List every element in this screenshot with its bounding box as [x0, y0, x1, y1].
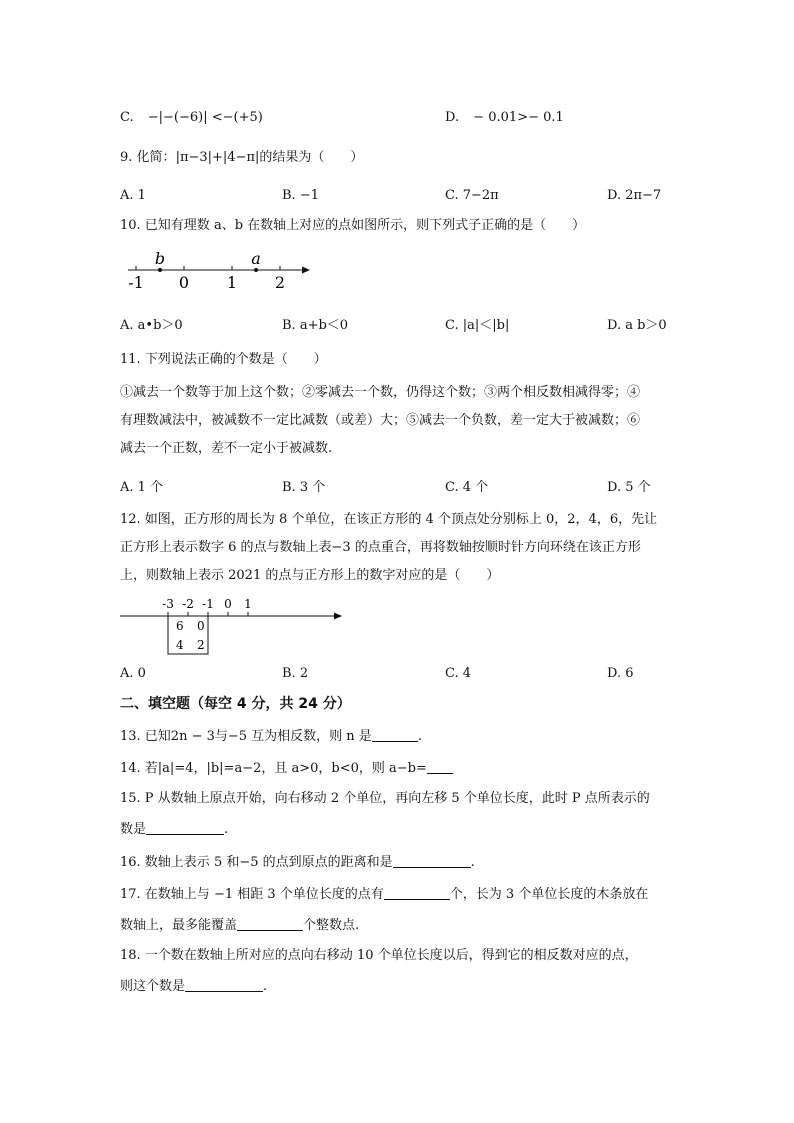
q10-tick-label: 0 — [178, 273, 190, 292]
q17-line1-post: 个，长为 3 个单位长度的木条放在 — [449, 887, 649, 902]
q10-tick-label: -1 — [128, 273, 144, 292]
q9-option-a: A. 1 — [120, 188, 146, 203]
q12-tick-label: -3 — [162, 597, 174, 611]
q9-stem-post: 的结果为（ ） — [259, 150, 364, 165]
q9-expression: |π−3|+|4−π| — [175, 150, 260, 165]
q10-stem: 10. 已知有理数 a、b 在数轴上对应的点如图所示，则下列式子正确的是（ ） — [120, 218, 586, 233]
q18-line2-pre: 则这个数是 — [120, 979, 186, 994]
q10-tick-label: 1 — [226, 273, 238, 292]
q10-options — [120, 316, 680, 336]
q14-stem: 14. 若|a|=4，|b|=a−2，且 a>0，b<0，则 a−b= — [120, 761, 427, 776]
q17-line2-pre: 数轴上，最多能覆盖 — [120, 918, 238, 933]
q12-option-d: D. 6 — [607, 666, 634, 681]
q12-stem-line: 12. 如图，正方形的周长为 8 个单位，在该正方形的 4 个顶点处分别标上 0，2，4，6，先让 — [120, 512, 658, 527]
q9-number: 9. — [120, 150, 133, 165]
q17-answer-blank-1[interactable] — [384, 885, 450, 900]
q14 — [120, 759, 453, 778]
q18-line1: 18. 一个数在数轴上所对应的点向右移动 10 个单位长度以后，得到它的相反数对应的点， — [120, 948, 638, 963]
q11-statement-line: ①减去一个数等于加上这个数；②零减去一个数，仍得这个数；③两个相反数相减得零；④ — [120, 385, 641, 400]
q8-option-c-label: C. — [120, 110, 134, 125]
q17-line2-post: 个整数点. — [303, 918, 360, 933]
q16-stem: 16. 数轴上表示 5 和−5 的点到原点的距离和是 — [120, 855, 393, 870]
q13 — [120, 727, 422, 746]
q12-square-number: 4 — [176, 638, 184, 652]
q10-option-c: C. |a|＜|b| — [445, 318, 510, 333]
q14-answer-blank[interactable] — [427, 759, 453, 774]
q11-statements — [120, 379, 680, 463]
q12-square-number: 0 — [197, 619, 205, 633]
q16 — [120, 853, 475, 872]
q18-line2-post: . — [263, 979, 268, 994]
q12-stem-line: 正方形上表示数字 6 的点与数轴上表−3 的点重合，再将数轴按顺时针方向环绕在该正方形 — [120, 540, 641, 555]
q10-point-b — [158, 268, 162, 272]
q11-option-a: A. 1 个 — [120, 480, 164, 495]
q8-option-c — [120, 109, 263, 127]
q15-line1: 15. P 从数轴上原点开始，向右移动 2 个单位，再向左移 5 个单位长度，此时 P 点所表示的 — [120, 791, 650, 806]
q12-stem-line: 上，则数轴上表示 2021 的点与正方形上的数字对应的是（ ） — [120, 568, 500, 583]
q15-line2-pre: 数是 — [120, 822, 147, 837]
q8-option-d-label: D. — [445, 110, 460, 125]
q11-option-c: C. 4 个 — [445, 480, 489, 495]
q9-option-c: C. 7−2π — [445, 188, 499, 203]
q15-line2-post: . — [224, 822, 229, 837]
q12-tick-label: 1 — [244, 597, 252, 611]
q17-line1-pre: 17. 在数轴上与 −1 相距 3 个单位长度的点有 — [120, 887, 384, 902]
q9-option-b: B. −1 — [282, 188, 319, 203]
q12-option-a: A. 0 — [120, 666, 146, 681]
q16-answer-blank[interactable] — [393, 853, 471, 868]
q12-options — [120, 664, 680, 684]
q10-point-a — [254, 268, 258, 272]
q9-stem-pre: 化简： — [136, 150, 176, 165]
q10-point-label-a: a — [251, 249, 261, 268]
q10-option-d: D. a b＞0 — [607, 318, 667, 333]
q11-statement-line: 有理数减法中，被减数不一定比减数（或差）大；⑤减去一个负数，差一定大于被减数；⑥ — [120, 413, 641, 428]
q9-stem — [120, 149, 363, 167]
q10-option-b: B. a+b＜0 — [282, 318, 349, 333]
q12-option-b: B. 2 — [282, 666, 309, 681]
q11-stem: 11. 下列说法正确的个数是（ ） — [120, 352, 327, 367]
q15-answer-blank[interactable] — [146, 820, 224, 835]
q12-tick-label: 0 — [224, 597, 232, 611]
q12-tick-label: -2 — [182, 597, 194, 611]
q12-stem — [120, 506, 680, 590]
q18-line2 — [120, 977, 267, 996]
q8-option-c-expr: −|−(−6)| <−(+5) — [147, 110, 263, 125]
q15-line2 — [120, 820, 228, 839]
q9-options — [120, 186, 680, 206]
q12-tick-label: -1 — [202, 597, 214, 611]
q18-answer-blank[interactable] — [185, 977, 263, 992]
q12-option-c: C. 4 — [445, 666, 472, 681]
q8-option-d-expr: − 0.01>− 0.1 — [473, 110, 564, 125]
q11-option-d: D. 5 个 — [607, 480, 651, 495]
q13-post: . — [417, 729, 422, 744]
q10-number-line — [120, 248, 320, 294]
q11-option-b: B. 3 个 — [282, 480, 326, 495]
q17-answer-blank-2[interactable] — [237, 916, 303, 931]
q10-option-a: A. a•b＞0 — [120, 318, 183, 333]
q13-stem: 13. 已知2n − 3与−5 互为相反数，则 n 是 — [120, 729, 372, 744]
q10-point-label-b: b — [154, 249, 166, 268]
section-title: 二、填空题（每空 4 分，共 24 分） — [120, 696, 351, 712]
q12-square-number: 6 — [176, 619, 184, 633]
q9-option-d: D. 2π−7 — [607, 188, 662, 203]
q17-line2 — [120, 916, 359, 935]
q16-post: . — [470, 855, 475, 870]
q11-statement-line: 减去一个正数，差不一定小于被减数. — [120, 441, 333, 456]
q8-option-d — [445, 109, 564, 127]
q13-answer-blank[interactable] — [372, 727, 418, 742]
q17-line1 — [120, 885, 648, 904]
q12-square-number: 2 — [197, 638, 205, 652]
q12-figure — [118, 594, 358, 658]
q11-options — [120, 478, 680, 498]
q10-tick-label: 2 — [274, 273, 286, 292]
